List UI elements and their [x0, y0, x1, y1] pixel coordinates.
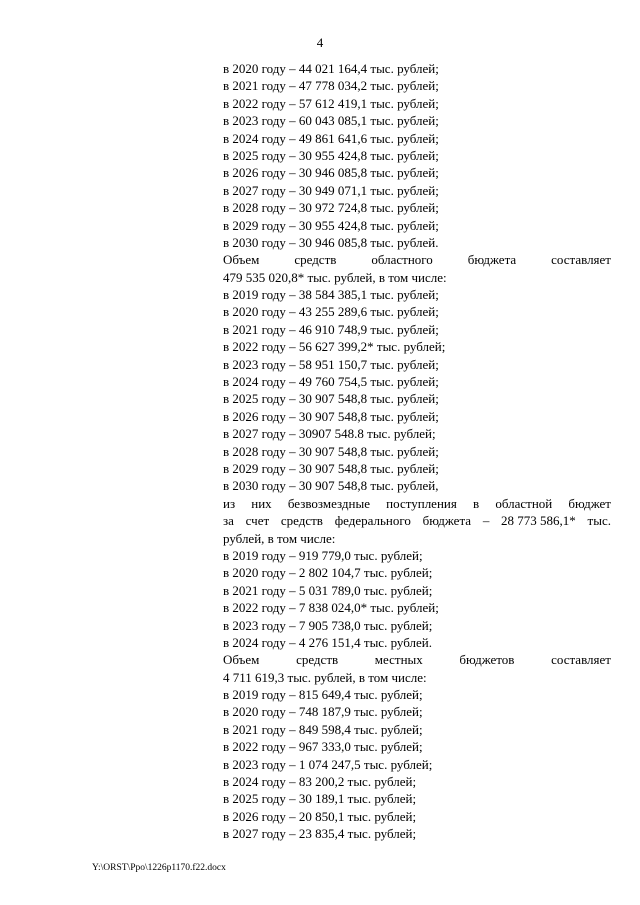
year-amount-line: в 2027 году – 30 949 071,1 тыс. рублей; — [223, 182, 439, 198]
word: бюджета — [467, 252, 517, 268]
year-amount-line: в 2021 году – 46 910 748,9 тыс. рублей; — [223, 321, 439, 337]
federal-paragraph-line2 — [223, 512, 611, 529]
document-body — [223, 60, 611, 843]
word: бюджетов — [459, 652, 515, 668]
year-amount-line: в 2029 году – 30 955 424,8 тыс. рублей; — [223, 217, 439, 233]
year-amount-line: в 2023 году – 58 951 150,7 тыс. рублей; — [223, 356, 439, 372]
regional-budget-paragraph-line2: 479 535 020,8* тыс. рублей, в том числе: — [223, 269, 447, 285]
year-amount-line: в 2030 году – 30 946 085,8 тыс. рублей. — [223, 234, 439, 250]
year-amount-line: в 2029 году – 30 907 548,8 тыс. рублей; — [223, 460, 439, 476]
word: за — [223, 513, 234, 529]
word: них — [251, 495, 272, 511]
word: в — [473, 495, 480, 511]
word: областного — [371, 252, 433, 268]
word: Объем — [223, 252, 260, 268]
regional-budget-by-year-list — [223, 286, 611, 495]
year-amount-line: в 2024 году – 49 861 641,6 тыс. рублей; — [223, 130, 439, 146]
word: местных — [374, 652, 423, 668]
word: составляет — [551, 652, 611, 668]
year-amount-line: в 2030 году – 30 907 548,8 тыс. рублей, — [223, 478, 439, 494]
word: безвозмездные — [287, 495, 370, 511]
local-budget-paragraph-line1 — [223, 651, 611, 668]
year-amount-line: в 2019 году – 815 649,4 тыс. рублей; — [223, 687, 423, 703]
year-amount-line: в 2021 году – 47 778 034,2 тыс. рублей; — [223, 78, 439, 94]
year-amount-line: в 2023 году – 60 043 085,1 тыс. рублей; — [223, 113, 439, 129]
year-amount-line: в 2025 году – 30 907 548,8 тыс. рублей; — [223, 391, 439, 407]
word: счет — [245, 513, 270, 529]
year-amount-line: в 2019 году – 919 779,0 тыс. рублей; — [223, 547, 423, 563]
year-amount-line: в 2026 году – 30 946 085,8 тыс. рублей; — [223, 165, 439, 181]
year-amount-line: в 2021 году – 5 031 789,0 тыс. рублей; — [223, 582, 433, 598]
year-amount-line: в 2025 году – 30 189,1 тыс. рублей; — [223, 791, 417, 807]
federal-paragraph-line1 — [223, 495, 611, 512]
year-amount-line: в 2022 году – 967 333,0 тыс. рублей; — [223, 739, 423, 755]
year-amount-line: в 2027 году – 30907 548.8 тыс. рублей; — [223, 426, 436, 442]
federal-by-year-list — [223, 547, 611, 651]
regional-budget-paragraph-line1 — [223, 251, 611, 268]
year-amount-line: в 2024 году – 4 276 151,4 тыс. рублей. — [223, 634, 432, 650]
year-amount-line: в 2024 году – 83 200,2 тыс. рублей; — [223, 774, 417, 790]
year-amount-line: в 2023 году – 1 074 247,5 тыс. рублей; — [223, 756, 433, 772]
year-amount-line: в 2022 году – 56 627 399,2* тыс. рублей; — [223, 339, 446, 355]
year-amount-line: в 2020 году – 44 021 164,4 тыс. рублей; — [223, 61, 439, 76]
year-amount-line: в 2028 году – 30 907 548,8 тыс. рублей; — [223, 443, 439, 459]
word: поступления — [386, 495, 457, 511]
word: тыс. — [587, 513, 611, 529]
word: 28 773 586,1* — [501, 513, 576, 529]
year-amount-line: в 2020 году – 43 255 289,6 тыс. рублей; — [223, 304, 439, 320]
federal-paragraph-line3: рублей, в том числе: — [223, 530, 336, 546]
year-amount-line: в 2027 году – 23 835,4 тыс. рублей; — [223, 826, 417, 842]
word: бюджет — [568, 495, 611, 511]
word: Объем — [223, 652, 260, 668]
word: средств — [296, 652, 339, 668]
year-amount-line: в 2021 году – 849 598,4 тыс. рублей; — [223, 721, 423, 737]
file-path-footer: Y:\ORST\Ppo\1226p1170.f22.docx — [92, 863, 226, 873]
page-number: 4 — [316, 35, 324, 50]
year-amount-line: в 2022 году – 7 838 024,0* тыс. рублей; — [223, 600, 439, 616]
year-amount-line: в 2028 году – 30 972 724,8 тыс. рублей; — [223, 200, 439, 216]
word: из — [223, 495, 236, 511]
local-budget-paragraph-line2: 4 711 619,3 тыс. рублей, в том числе: — [223, 669, 427, 685]
year-amount-line: в 2023 году – 7 905 738,0 тыс. рублей; — [223, 617, 433, 633]
word: составляет — [551, 252, 611, 268]
year-amount-line: в 2020 году – 748 187,9 тыс. рублей; — [223, 704, 423, 720]
word: – — [482, 513, 490, 529]
year-amount-line: в 2019 году – 38 584 385,1 тыс. рублей; — [223, 287, 439, 303]
word: средств — [294, 252, 337, 268]
word: федерального — [334, 513, 411, 529]
year-amount-line: в 2026 году – 20 850,1 тыс. рублей; — [223, 808, 417, 824]
local-budget-by-year-list — [223, 686, 611, 843]
word: средств — [280, 513, 323, 529]
word: областной — [495, 495, 553, 511]
regional-total-by-year-list — [223, 60, 611, 251]
year-amount-line: в 2025 году – 30 955 424,8 тыс. рублей; — [223, 147, 439, 163]
word: бюджета — [422, 513, 472, 529]
year-amount-line: в 2020 году – 2 802 104,7 тыс. рублей; — [223, 565, 433, 581]
year-amount-line: в 2024 году – 49 760 754,5 тыс. рублей; — [223, 374, 439, 390]
year-amount-line: в 2026 году – 30 907 548,8 тыс. рублей; — [223, 408, 439, 424]
year-amount-line: в 2022 году – 57 612 419,1 тыс. рублей; — [223, 95, 439, 111]
